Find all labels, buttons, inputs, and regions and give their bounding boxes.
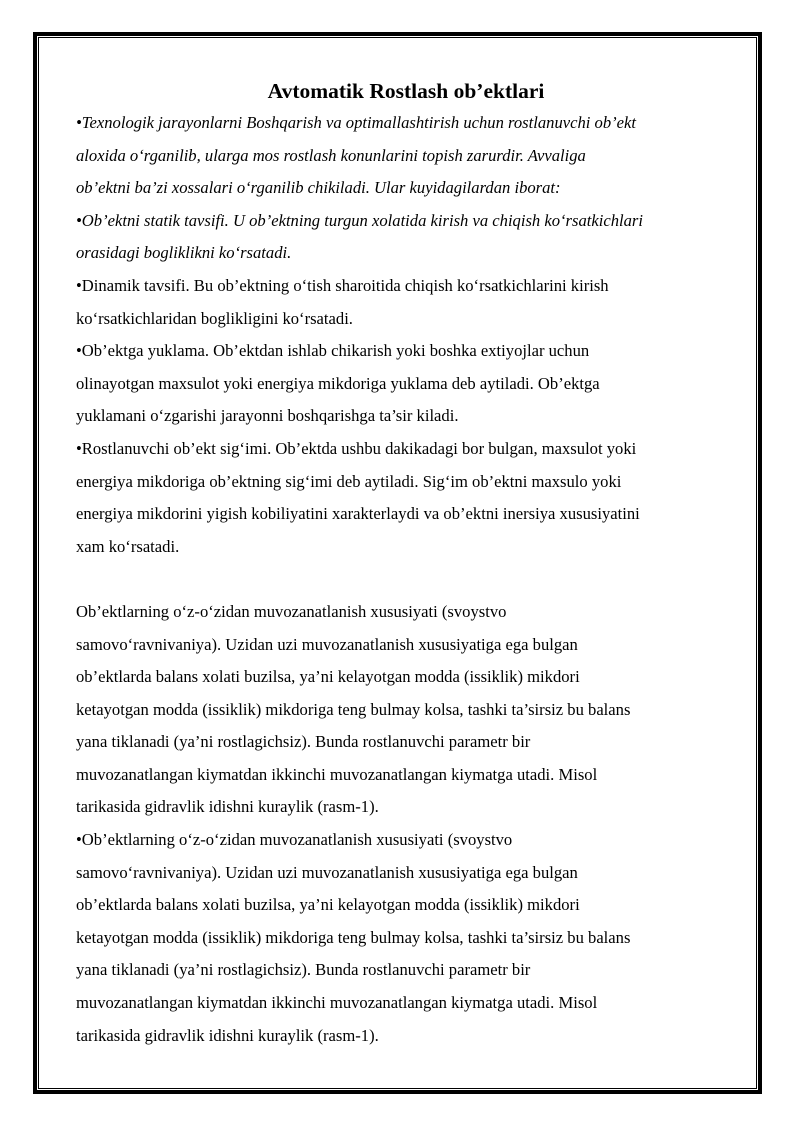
text-line: ob’ektlarda balans xolati buzilsa, ya’ni kelayotgan modda (issiklik) mikdori (76, 895, 580, 915)
paragraph-self-balancing (76, 596, 736, 824)
text-line: samovo‘ravnivaniya). Uzidan uzi muvozanatlanish xususiyatiga ega bulgan (76, 634, 578, 654)
paragraph-object-load (76, 335, 736, 433)
text-line: ko‘rsatkichlaridan boglikligini ko‘rsatadi. (76, 308, 353, 328)
text-line: tarikasida gidravlik idishni kuraylik (rasm-1). (76, 797, 379, 817)
text-line: Ob’ektlarning o‘z-o‘zidan muvozanatlanish xususiyati (svoystvo (76, 601, 507, 621)
document-body (76, 76, 736, 1052)
text-line: ketayotgan modda (issiklik) mikdoriga teng bulmay kolsa, tashki ta’sirsiz bu balans (76, 927, 631, 947)
text-line: orasidagi bogliklikni ko‘rsatadi. (76, 243, 292, 263)
text-line: ob’ektni ba’zi xossalari o‘rganilib chikiladi. Ular kuyidagilardan iborat: (76, 178, 561, 198)
text-line: tarikasida gidravlik idishni kuraylik (rasm-1). (76, 1025, 379, 1045)
paragraph-intro (76, 107, 736, 205)
paragraph-dynamic-characteristic (76, 270, 736, 335)
paragraph-static-characteristic (76, 205, 736, 270)
text-line: •Ob’ektni statik tavsifi. U ob’ektning turgun xolatida kirish va chiqish ko‘rsatkichlari (76, 210, 643, 230)
text-line: energiya mikdorini yigish kobiliyatini xarakterlaydi va ob’ektni inersiya xususiyatini (76, 504, 640, 524)
text-line: muvozanatlangan kiymatdan ikkinchi muvozanatlangan kiymatga utadi. Misol (76, 993, 598, 1013)
paragraph-object-capacity (76, 433, 736, 563)
text-line: muvozanatlangan kiymatdan ikkinchi muvozanatlangan kiymatga utadi. Misol (76, 764, 598, 784)
text-line: •Dinamik tavsifi. Bu ob’ektning o‘tish sharoitida chiqish ko‘rsatkichlarini kirish (76, 275, 609, 295)
text-line: aloxida o‘rganilib, ularga mos rostlash konunlarini topish zarurdir. Avvaliga (76, 145, 586, 165)
text-line: yana tiklanadi (ya’ni rostlagichsiz). Bunda rostlanuvchi parametr bir (76, 732, 531, 752)
text-line: ob’ektlarda balans xolati buzilsa, ya’ni kelayotgan modda (issiklik) mikdori (76, 667, 580, 687)
text-line: energiya mikdoriga ob’ektning sig‘imi deb aytiladi. Sig‘im ob’ektni maxsulo yoki (76, 471, 622, 491)
text-line: samovo‘ravnivaniya). Uzidan uzi muvozanatlanish xususiyatiga ega bulgan (76, 862, 578, 882)
text-line: •Ob’ektlarning o‘z-o‘zidan muvozanatlanish xususiyati (svoystvo (76, 830, 513, 850)
text-line: •Rostlanuvchi ob’ekt sig‘imi. Ob’ektda ushbu dakikadagi bor bulgan, maxsulot yoki (76, 438, 637, 458)
text-line: yuklamani o‘zgarishi jarayonni boshqarishga ta’sir kiladi. (76, 406, 459, 426)
text-line: xam ko‘rsatadi. (76, 536, 180, 556)
text-line: ketayotgan modda (issiklik) mikdoriga teng bulmay kolsa, tashki ta’sirsiz bu balans (76, 699, 631, 719)
text-line: •Texnologik jarayonlarni Boshqarish va optimallashtirish uchun rostlanuvchi ob’ekt (76, 113, 636, 132)
text-line: •Ob’ektga yuklama. Ob’ektdan ishlab chikarish yoki boshka extiyojlar uchun (76, 341, 590, 361)
text-line: olinayotgan maxsulot yoki energiya mikdoriga yuklama deb aytiladi. Ob’ektga (76, 373, 600, 393)
text-line: yana tiklanadi (ya’ni rostlagichsiz). Bunda rostlanuvchi parametr bir (76, 960, 531, 980)
paragraph-spacer (76, 563, 736, 596)
document-title: Avtomatik Rostlash ob’ektlari (267, 79, 545, 103)
paragraph-self-balancing-bullet (76, 824, 736, 1052)
